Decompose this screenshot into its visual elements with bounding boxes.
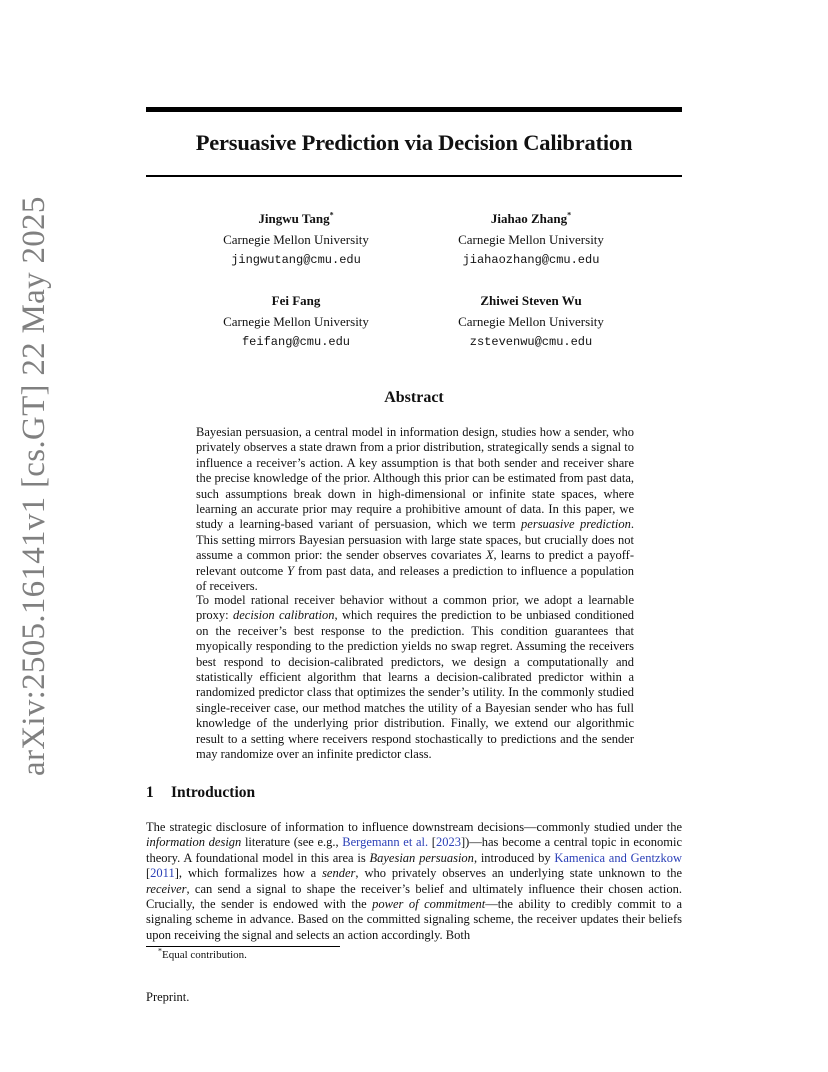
- author-email[interactable]: feifang@cmu.edu: [241, 335, 351, 349]
- abstract-heading: Abstract: [384, 389, 444, 406]
- title-bottom-rule: [146, 175, 682, 177]
- author-name: Jiahao Zhang*: [490, 210, 572, 226]
- author-affiliation: Carnegie Mellon University: [458, 314, 604, 329]
- preprint-label: Preprint.: [146, 990, 190, 1004]
- paper-title: Persuasive Prediction via Decision Calibration: [195, 130, 633, 155]
- author-block-1: [186, 208, 406, 271]
- abstract-paragraph-2: To model rational receiver behavior without a common prior, we adopt a learnable proxy: decision calibration, which requires the prediction to be unbiased conditioned on the receiver’s best response to the prediction. This condition guarantees that myopically responding to the prediction yields no swap regret. Assuming the receivers best respond to decision-calibrated predictors, we design a computationally and statistically efficient algorithm that learns a decision-calibrated predictor within a randomized predictor class that optimizes the sender’s utility. In the commonly studied single-receiver case, our method matches the utility of a Bayesian sender who has full knowledge of the underlying prior distribution. Finally, we extend our algorithmic result to a setting where receivers respond stochastically to predictions and the sender may randomize over an infinite predictor class.: [196, 593, 634, 762]
- author-name: Jingwu Tang*: [258, 210, 334, 226]
- author-affiliation: Carnegie Mellon University: [223, 232, 369, 247]
- author-affiliation: Carnegie Mellon University: [223, 314, 369, 329]
- author-block-3: [186, 290, 406, 353]
- citation-link[interactable]: Kamenica and Gentzkow: [554, 850, 682, 865]
- arxiv-identifier: arXiv:2505.16141v1 [cs.GT] 22 May 2025: [16, 196, 52, 776]
- abstract-paragraph-1: Bayesian persuasion, a central model in information design, studies how a sender, who privately observes a state drawn from a prior distribution, strategically sends a signal to influence a receiver’s action. A key assumption is that both sender and receiver share the precise knowledge of the prior. Although this prior can be estimated from past data, such assumptions break down in high-dimensional or infinite state spaces, where learning an accurate prior may require a prohibitive amount of data. In this paper, we study a learning-based variant of persuasion, which we term persuasive prediction. This setting mirrors Bayesian persuasion with large state spaces, but crucially does not assume a common prior: the sender observes covariates X, learns to predict a payoff-relevant outcome Y from past data, and releases a prediction to influence a population of receivers.: [196, 425, 635, 594]
- introduction-paragraph: The strategic disclosure of information to influence downstream decisions—commonly studied under the information design literature (see e.g., Bergemann et al. [2023])—has become a central topic in economic theory. A foundational model in this area is Bayesian persuasion, introduced by Kamenica and Gentzkow [2011], which formalizes how a sender, who privately observes an underlying state unknown to the receiver, can send a signal to shape the receiver’s belief and ultimately influence their chosen action. Crucially, the sender is endowed with the power of commitment—the ability to credibly commit to a signaling scheme in advance. Based on the committed signaling scheme, the receiver updates their beliefs upon receiving the signal and selects an action accordingly. Both: [146, 820, 682, 942]
- author-block-4: [421, 290, 641, 353]
- citation-year-link[interactable]: 2023: [435, 835, 461, 850]
- citation-link[interactable]: Bergemann et al.: [342, 835, 429, 850]
- title-top-rule: [146, 107, 682, 112]
- author-name: Fei Fang: [271, 293, 321, 308]
- author-affiliation: Carnegie Mellon University: [458, 232, 604, 247]
- section-heading: 1 Introduction: [146, 784, 256, 801]
- footnote: *Equal contribution.: [158, 946, 247, 961]
- author-block-2: [421, 208, 641, 271]
- citation-year-link[interactable]: 2011: [150, 866, 175, 881]
- author-name: Zhiwei Steven Wu: [480, 293, 582, 308]
- author-email[interactable]: zstevenwu@cmu.edu: [469, 335, 593, 349]
- author-email[interactable]: jingwutang@cmu.edu: [231, 253, 361, 267]
- author-email[interactable]: jiahaozhang@cmu.edu: [462, 253, 600, 267]
- footnote-rule: [146, 946, 340, 947]
